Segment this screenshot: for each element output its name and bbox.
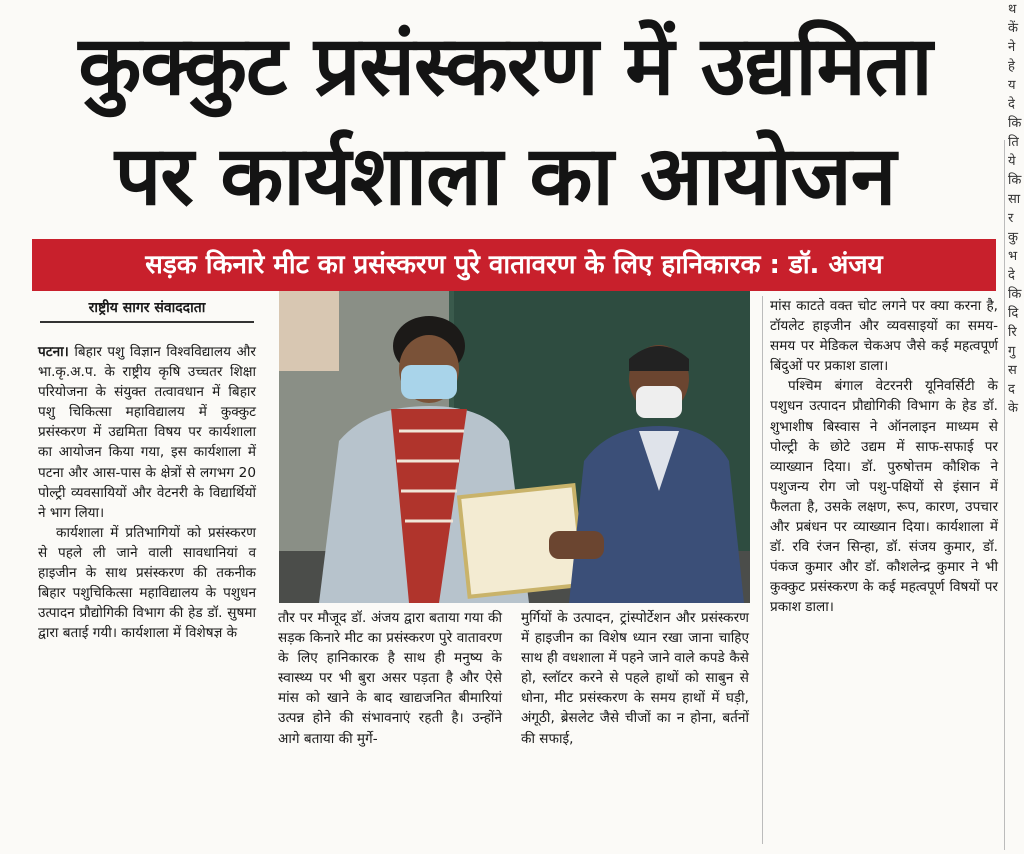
dateline-place: पटना। bbox=[38, 344, 69, 360]
headline-line-1: कुक्कुट प्रसंस्करण में उद्यमिता bbox=[78, 19, 932, 114]
headline-line-2: पर कार्यशाला का आयोजन bbox=[114, 129, 896, 224]
adjacent-article-fragment: थ कें ने हे य दे कि ति ये कि सा र कु भ दे कि दि रि गु स द के bbox=[1008, 2, 1022, 416]
article-column-3 bbox=[521, 608, 749, 749]
column-2-paragraph: तौर पर मौजूद डॉ. अंजय द्वारा बताया गया की सड़क किनारे मीट का प्रसंस्करण पुरे वातावरण के लिए हानिकारक है साथ ही मनुष्य के स्वास्थ्य पर भी बुरा असर पड़ता है और ऐसे मांस को खाने के बाद खाद्यजनित बीमारियां उत्पन्न होने की संभावनाएं रहती है। उन्होंने आगे बताया की मुर्गे- bbox=[278, 610, 502, 747]
column-divider bbox=[762, 296, 763, 844]
certificate-presentation-illustration bbox=[279, 291, 750, 603]
article-column-1 bbox=[38, 342, 256, 643]
column-3-paragraph: मुर्गियों के उत्पादन, ट्रांस्पोर्टेशन और प्रसंस्करण में हाइजीन का विशेष ध्यान रखा जाना चाहिए साथ ही वधशाला में पहने जाने वाले कपडे कैसे हो, स्लॉटर करने से पहले हाथों को साबुन से धोना, मीट प्रसंस्करण के समय हाथों में घड़ी, अंगूठी, ब्रेसलेट जैसे चीजों का न होना, बर्तनों की सफाई, bbox=[521, 610, 749, 747]
byline: राष्ट्रीय सागर संवाददाता bbox=[40, 298, 254, 323]
column-1-paragraph-1 bbox=[38, 342, 256, 523]
column-4-paragraph-2: पश्चिम बंगाल वेटरनरी यूनिवर्सिटी के पशुधन उत्पादन प्रौद्योगिकी विभाग के हेड डॉ. शुभाशीष बिस्वास ने ऑनलाइन माध्यम से पोल्ट्री के छोटे उद्यम में साफ-सफाई पर व्याख्यान दिया। डॉ. पुरुषोत्तम कौशिक ने पशुजन्य रोग जो पशु-पक्षियों से इंसान में फैलता है, उसके लक्षण, रूप, कारण, उपचार और प्रबंधन पर व्याख्यान दिया। कार्यशाला में डॉ. रवि रंजन सिन्हा, डॉ. संजय कुमार, डॉ. पंकज कुमार और डॉ. कौशलेन्द्र कुमार ने भी कुक्कुट प्रसंस्करण के कई महत्वपूर्ण विषयों पर प्रकाश डाला। bbox=[770, 378, 998, 616]
column-4-paragraph-1: मांस काटते वक्त चोट लगने पर क्या करना है, टॉयलेट हाइजीन और व्यवसाइयों का समय-समय पर मेडिकल चेकअप जैसे कई महत्वपूर्ण बिंदुओं पर प्रकाश डाला। bbox=[770, 298, 998, 375]
column-1-paragraph-2: कार्यशाला में प्रतिभागियों को प्रसंस्करण से पहले ली जाने वाली सावधानियां व हाइजीन के साथ प्रसंस्करण की तकनीक बिहार पशुचिकित्सा महाविद्यालय के पशुधन उत्पादन प्रौद्योगिकी विभाग की हेड डॉ. सुषमा द्वारा बताई गयी। कार्यशाला में विशेषज्ञ के bbox=[38, 524, 256, 642]
column-1-text-1: बिहार पशु विज्ञान विश्वविद्यालय और भा.कृ.अ.प. के राष्ट्रीय कृषि उच्चतर शिक्षा परियोजना के संयुक्त तत्वावधान में बिहार पशु चिकित्सा महाविद्यालय में कुक्कुट प्रसंस्करण में उद्यमिता विषय पर कार्यशाला का आयोजन किया गया, इस कार्यशाला में पटना और आस-पास के क्षेत्रों से लगभग 20 पोल्ट्री व्यवसायियों और वेटनरी के विद्यार्थियों ने भाग लिया। bbox=[38, 344, 256, 521]
article-column-4 bbox=[770, 296, 998, 618]
page-edge-divider bbox=[1004, 140, 1005, 850]
event-photo bbox=[279, 291, 750, 603]
subheadline-banner: सड़क किनारे मीट का प्रसंस्करण पुरे वातावरण के लिए हानिकारक : डॉ. अंजय bbox=[32, 239, 996, 291]
article-column-2 bbox=[278, 608, 502, 749]
